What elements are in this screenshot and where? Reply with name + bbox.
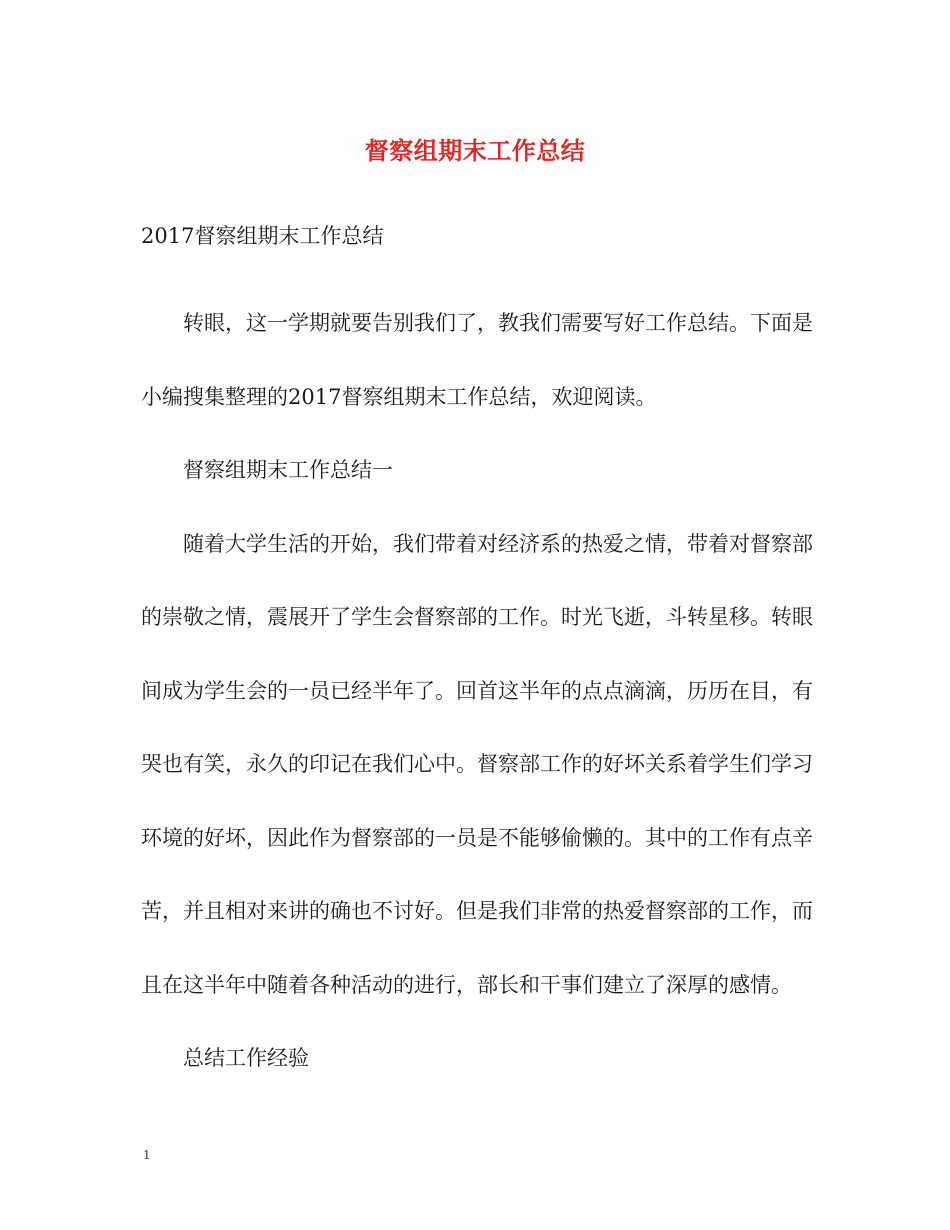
main-paragraph: 随着大学生活的开始，我们带着对经济系的热爱之情，带着对督察部的崇敬之情，震展开了学生会督察部的工作。时光飞逝，斗转星移。转眼间成为学生会的一员已经半年了。回首这半年的点点滴滴，历历在目，有哭也有笑，永久的印记在我们心中。督察部工作的好坏关系着学生们学习环境的好坏，因此作为督察部的一员是不能够偷懒的。其中的工作有点辛苦，并且相对来讲的确也不讨好。但是我们非常的热爱督察部的工作，而且在这半年中随着各种活动的进行，部长和干事们建立了深厚的感情。 <box>141 531 813 997</box>
intro-paragraph: 转眼，这一学期就要告别我们了，教我们需要写好工作总结。下面是小编搜集整理的2017督察组期末工作总结，欢迎阅读。 <box>141 311 813 409</box>
document-body <box>141 214 813 1096</box>
page-number: 1 <box>143 1148 151 1162</box>
document-title: 督察组期末工作总结 <box>364 136 586 165</box>
section-heading-experience: 总结工作经验 <box>183 1046 309 1070</box>
section-heading-one: 督察组期末工作总结一 <box>183 458 393 482</box>
document-subtitle: 2017督察组期末工作总结 <box>141 224 384 248</box>
